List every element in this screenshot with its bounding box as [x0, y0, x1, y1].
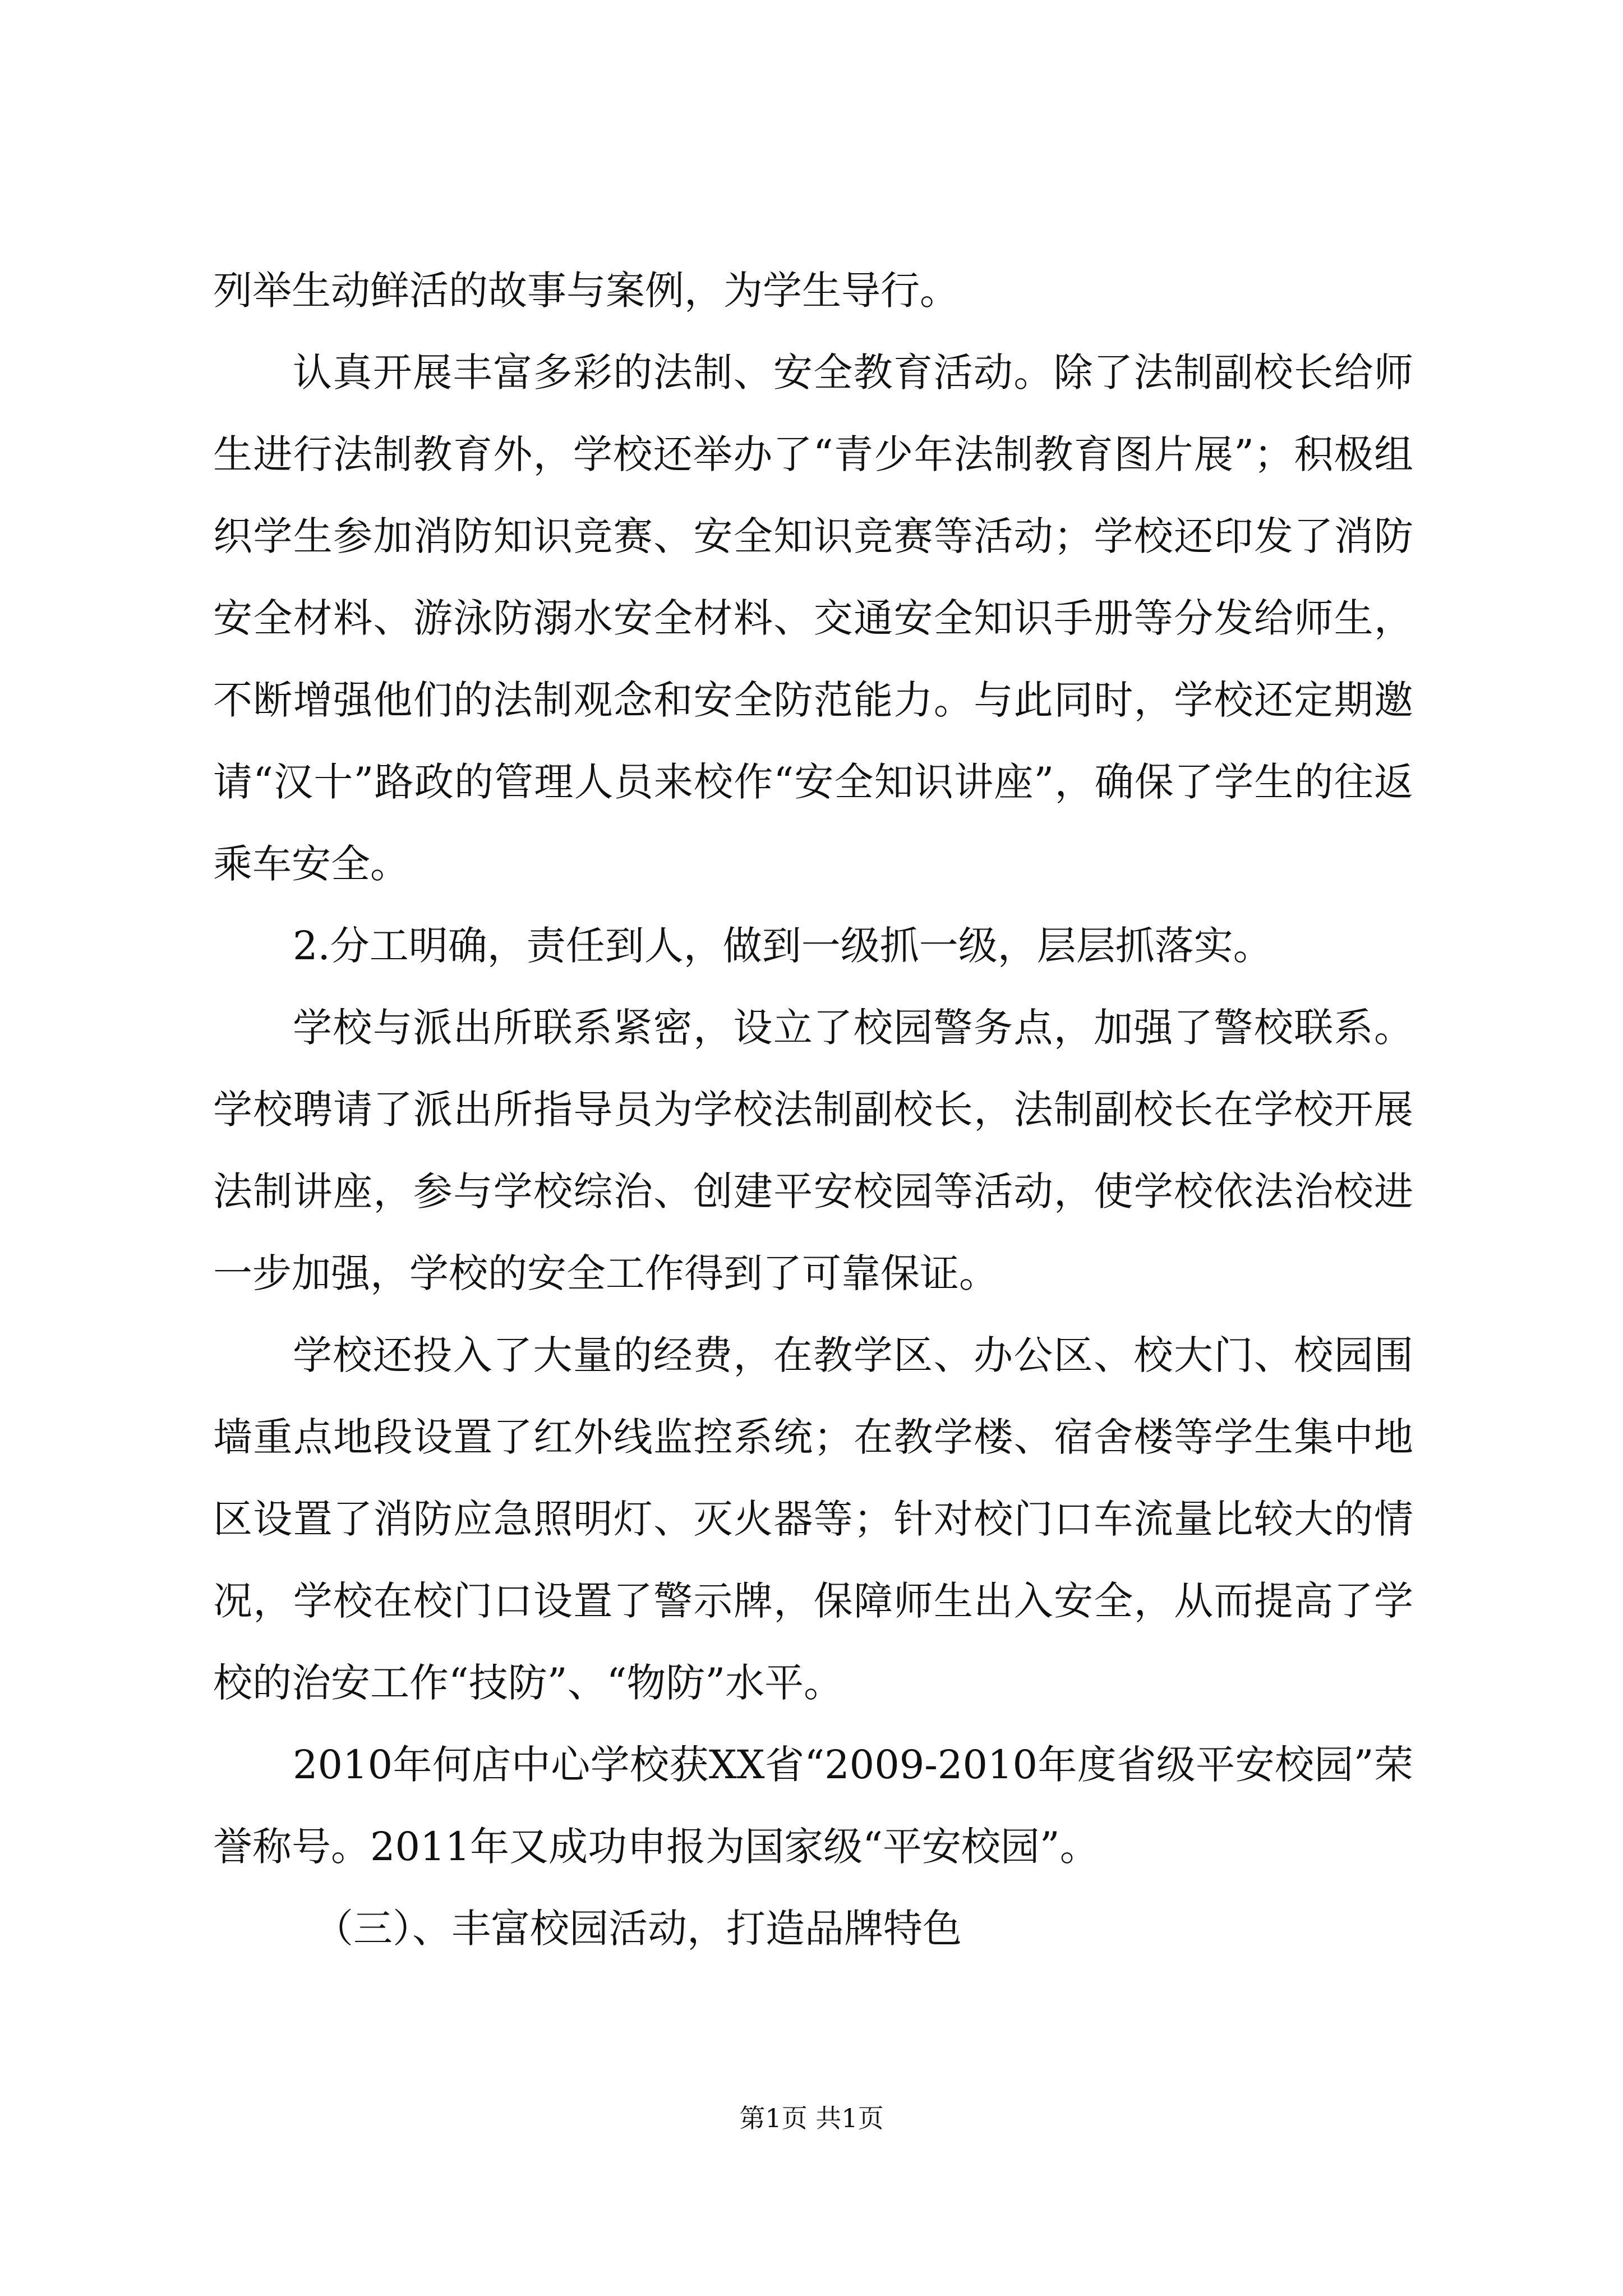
paragraph-3: 2.分工明确，责任到人，做到一级抓一级，层层抓落实。 — [293, 923, 1272, 969]
paragraph-2: 认真开展丰富多彩的法制、安全教育活动。除了法制副校长给师生进行法制教育外，学校还举办了“青少年法制教育图片展”；积极组织学生参加消防知识竞赛、安全知识竞赛等活动；学校还印发了消防安全材料、游泳防溺水安全材料、交通安全知识手册等分发给师生，不断增强他们的法制观念和安全防范能力。与此同时，学校还定期邀请“汉十”路政的管理人员来校作“安全知识讲座”，确保了学生的往返乘车安全。 — [213, 349, 1413, 887]
paragraph-4: 学校与派出所联系紧密，设立了校园警务点，加强了警校联系。学校聘请了派出所指导员为学校法制副校长，法制副校长在学校开展法制讲座，参与学校综治、创建平安校园等活动，使学校依法治校进一步加强，学校的安全工作得到了可靠保证。 — [213, 1005, 1413, 1296]
page-footer: 第1页 共1页 — [739, 2103, 884, 2133]
document-body — [213, 250, 1413, 1970]
paragraph-5: 学校还投入了大量的经费，在教学区、办公区、校大门、校园围墙重点地段设置了红外线监控系统；在教学楼、宿舍楼等学生集中地区设置了消防应急照明灯、灭火器等；针对校门口车流量比较大的情况，学校在校门口设置了警示牌，保障师生出入安全，从而提高了学校的治安工作“技防”、“物防”水平。 — [213, 1332, 1413, 1706]
section-subheading: （三）、丰富校园活动，打造品牌特色 — [314, 1906, 962, 1952]
paragraph-6: 2010年何店中心学校获XX省“2009-2010年度省级平安校园”荣誉称号。2011年又成功申报为国家级“平安校园”。 — [213, 1742, 1413, 1870]
paragraph-1: 列举生动鲜活的故事与案例，为学生导行。 — [213, 268, 959, 314]
